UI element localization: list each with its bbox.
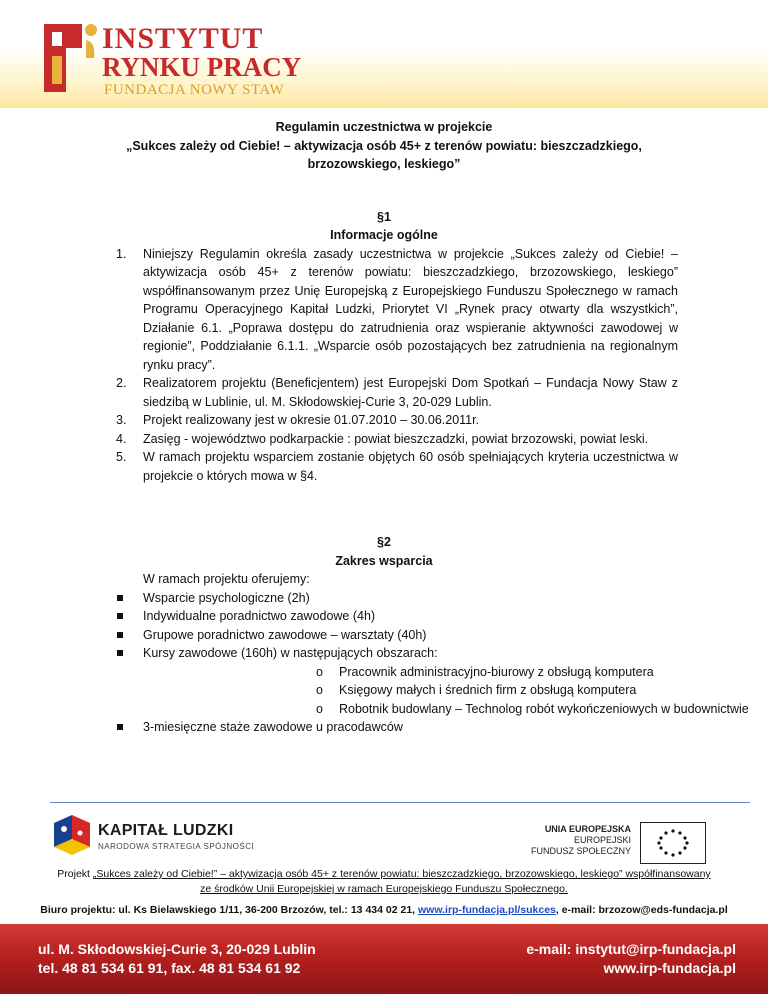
section1-number: §1 xyxy=(377,209,391,224)
sublist-item: o Księgowy małych i średnich firm z obsługą komputera xyxy=(143,681,768,700)
banner-website[interactable]: www.irp-fundacja.pl xyxy=(603,960,736,976)
list-item: 3-miesięczne staże zawodowe u pracodawców xyxy=(0,718,768,737)
circle-bullet-icon: o xyxy=(316,701,323,716)
banner-email[interactable]: e-mail: instytut@irp-fundacja.pl xyxy=(526,941,736,957)
eu-label: UNIA EUROPEJSKA EUROPEJSKI FUNDUSZ SPOŁECZNY xyxy=(530,824,631,856)
list-item: Grupowe poradnictwo zawodowe – warsztaty (40h) xyxy=(0,626,768,645)
list-item: 3. Projekt realizowany jest w okresie 01.07.2010 – 30.06.2011r. xyxy=(116,413,480,427)
section1-header xyxy=(0,208,768,245)
project-note-line2: ze środków Unii Europejskiej w ramach Europejskiego Funduszu Społecznego. xyxy=(200,883,568,895)
circle-bullet-icon: o xyxy=(316,664,323,679)
circle-bullet-icon: o xyxy=(316,683,323,697)
project-note-line1: Projekt „Sukces zależy od Ciebie!” – aktywizacja osób 45+ z terenów powiatu: bieszczadzkiego, brzozowskiego, leskiego” współfinansowany xyxy=(57,868,711,880)
logo-subtitle: FUNDACJA NOWY STAW xyxy=(104,82,285,98)
sublist-item: o Pracownik administracyjno-biurowy z obsługą komputera xyxy=(143,663,768,682)
kapital-ludzki-subtitle: NARODOWA STRATEGIA SPÓJNOŚCI xyxy=(98,842,255,851)
footer-divider xyxy=(50,802,750,803)
courses-sublist xyxy=(143,663,768,719)
list-item: 2. Realizatorem projektu (Beneficjentem) jest Europejski Dom Spotkań – Fundacja Nowy Staw z siedzibą w Lublinie, ul. M. Skłodowskiej-Curie 3, 20-029 Lublin. xyxy=(116,376,678,409)
list-item: 4. Zasięg - województwo podkarpackie : powiat bieszczadzki, powiat brzozowski, powiat leski. xyxy=(116,431,649,446)
section2-header xyxy=(0,533,768,570)
section2-heading: Zakres wsparcia xyxy=(335,553,433,568)
kapital-ludzki-logo-icon xyxy=(52,813,92,857)
banner-contact xyxy=(526,940,736,978)
square-bullet-icon xyxy=(117,613,123,619)
header-banner xyxy=(0,0,768,108)
eu-flag-icon xyxy=(640,822,706,864)
title-line3: brzozowskiego, leskiego” xyxy=(307,157,461,171)
sublist-item: o Robotnik budowlany – Technolog robót wykończeniowych w budownictwie xyxy=(143,700,768,719)
square-bullet-icon xyxy=(117,632,123,638)
list-item: 1. Niniejszy Regulamin określa zasady uczestnictwa w projekcie „Sukces zależy od Ciebie! – aktywizacja osób 45+ z terenów powiatu: bieszczadzkiego, brzozowskiego, leskiego” współfinansowanym przez Unię Europejską z Europejskiego Funduszu Społecznego w ramach Programu Operacyjnego Kapitał Ludzki, Priorytet VI „Rynek pracy otwarty dla wszystkich”, Działanie 6.1. „Poprawa dostępu do zatrudnienia oraz wspieranie aktywności zawodowej w regionie”, Poddziałanie 6.1.1. „Wsparcie osób pozostających bez zatrudnienia na regionalnym rynku pracy”. xyxy=(116,246,678,372)
square-bullet-icon xyxy=(117,724,123,730)
logo-title-line1: INSTYTUT xyxy=(102,22,264,55)
list-item: 5. W ramach projektu wsparciem zostanie objętych 60 osób spełniających kryteria uczestnictwa w projekcie o których mowa w §4. xyxy=(116,450,678,483)
title-line1: Regulamin uczestnictwa w projekcie xyxy=(275,120,493,134)
title-line2: „Sukces zależy od Ciebie! – aktywizacja osób 45+ z terenów powiatu: bieszczadzkiego, xyxy=(126,138,642,153)
square-bullet-icon xyxy=(117,595,123,601)
logo-title-line2: RYNKU PRACY xyxy=(102,52,302,82)
institute-logo-icon xyxy=(36,18,100,98)
list-item: Kursy zawodowe (160h) w następujących obszarach: o Pracownik administracyjno-biurowy z obsługą komputera o Księgowy małych i średnich firm z obsługą komputera o Robotnik budowlany – Technolog robót wykończeniowych w budownictwie xyxy=(0,644,768,718)
banner-address: ul. M. Skłodowskiej-Curie 3, 20-029 Lublin tel. 48 81 534 61 91, fax. 48 81 534 61 92 xyxy=(38,941,316,976)
document-title xyxy=(0,118,768,174)
document-body xyxy=(0,118,768,737)
project-website-link[interactable]: www.irp-fundacja.pl/sukces xyxy=(418,904,556,916)
list-item: Wsparcie psychologiczne (2h) xyxy=(0,589,768,608)
square-bullet-icon xyxy=(117,650,123,656)
list-item: Indywidualne poradnictwo zawodowe (4h) xyxy=(0,607,768,626)
section1-heading: Informacje ogólne xyxy=(330,228,438,242)
section2-list xyxy=(0,589,768,737)
section1-list xyxy=(0,245,768,486)
project-office-line: Biuro projektu: ul. Ks Bielawskiego 1/11, 36-200 Brzozów, tel.: 13 434 02 21, www.irp-fundacja.pl/sukces, e-mail: brzozow@eds-fundacja.pl xyxy=(40,904,728,916)
kapital-ludzki-title: KAPITAŁ LUDZKI xyxy=(98,822,234,839)
section2-number: §2 xyxy=(377,535,391,549)
section2-intro: W ramach projektu oferujemy: xyxy=(143,572,310,586)
contact-banner xyxy=(0,924,768,994)
